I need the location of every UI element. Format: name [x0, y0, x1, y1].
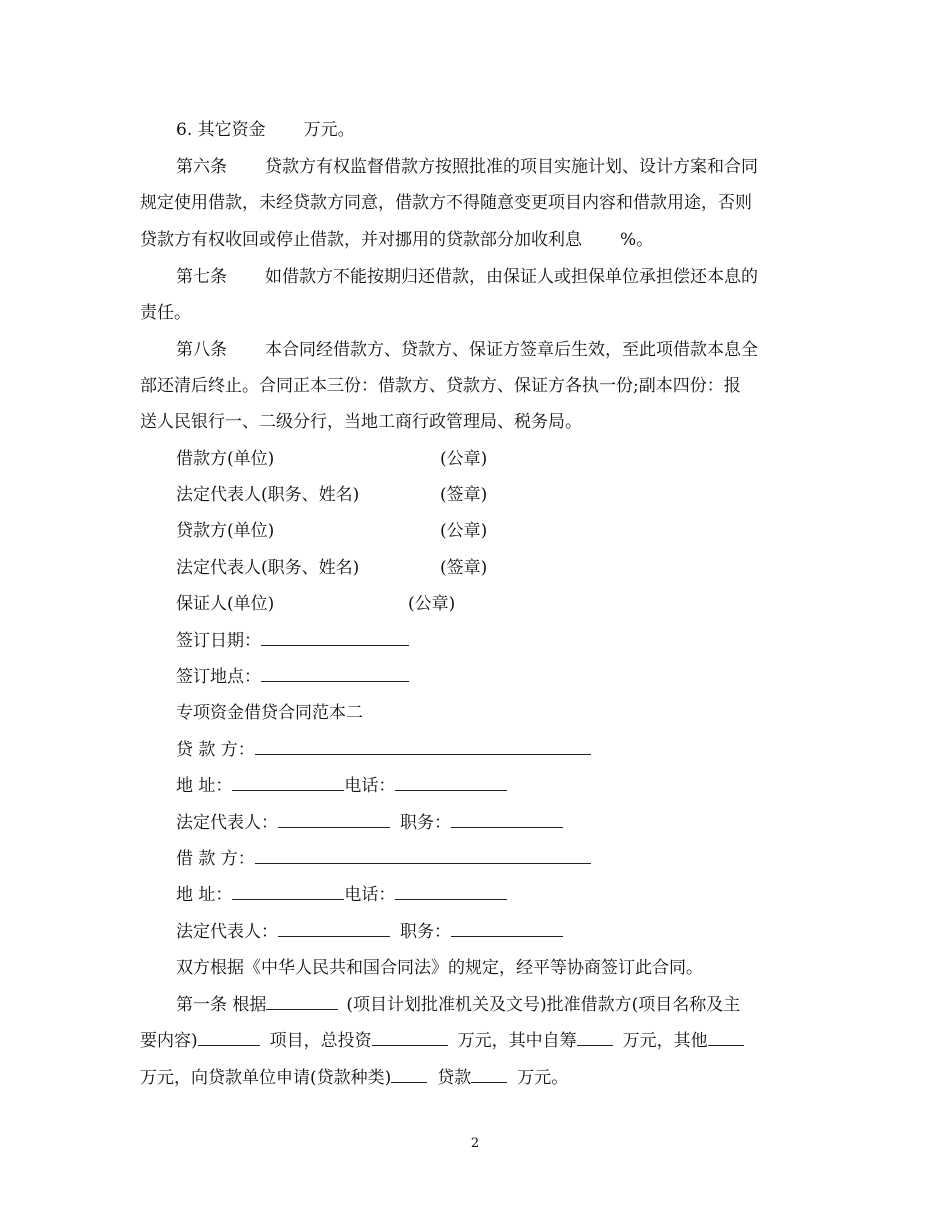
- lender-line: [176, 738, 591, 762]
- signature-seal: (公章): [408, 594, 456, 614]
- project-content-blank[interactable]: [198, 1029, 260, 1046]
- borrower-address-line: [176, 883, 507, 907]
- lender-blank[interactable]: [255, 738, 591, 755]
- article-1-text: 万元，其中自筹: [457, 1031, 577, 1051]
- phone-label: 电话：: [344, 776, 396, 796]
- rep-label: 法定代表人：: [176, 922, 278, 942]
- signature-label: 法定代表人(职务、姓名): [176, 558, 360, 578]
- approval-authority-blank[interactable]: [266, 993, 338, 1010]
- signature-label: 借款方(单位): [176, 449, 275, 469]
- article-1-text: 贷款: [437, 1068, 472, 1088]
- total-investment-blank[interactable]: [372, 1029, 448, 1046]
- article-1-line-2: [140, 1029, 744, 1053]
- article-8-heading: 第八条: [176, 340, 227, 360]
- rep-blank[interactable]: [278, 811, 390, 828]
- signature-seal: (公章): [440, 449, 488, 469]
- article-6-line-3: [140, 228, 653, 252]
- article-1-text: 第一条 根据: [176, 995, 267, 1015]
- phone-blank[interactable]: [395, 774, 507, 791]
- article-8-line-1: [176, 338, 758, 362]
- article-7-line-2: 责任。: [140, 303, 191, 323]
- signature-label: 法定代表人(职务、姓名): [176, 485, 360, 505]
- article-8-text-1: 本合同经借款方、贷款方、保证方签章后生效，至此项借款本息全: [265, 340, 758, 360]
- lender-label: 贷 款 方：: [176, 740, 255, 760]
- signature-borrower: [176, 447, 488, 471]
- sign-place-blank[interactable]: [261, 665, 409, 682]
- article-1-text: 万元，其他: [622, 1031, 708, 1051]
- article-6-text-3: 贷款方有权收回或停止借款，并对挪用的贷款部分加收利息: [140, 230, 582, 250]
- self-funded-blank[interactable]: [577, 1029, 613, 1046]
- rep-label: 法定代表人：: [176, 813, 278, 833]
- article-8-line-3: 送人民银行一、二级分行，当地工商行政管理局、税务局。: [140, 412, 582, 432]
- post-blank[interactable]: [451, 811, 563, 828]
- contract-basis: 双方根据《中华人民共和国合同法》的规定，经平等协商签订此合同。: [176, 958, 703, 978]
- other-funds-text: 6. 其它资金: [176, 120, 266, 140]
- article-1-text: 万元。: [517, 1068, 569, 1088]
- post-label: 职务：: [400, 813, 451, 833]
- signature-seal: (公章): [440, 521, 488, 541]
- phone-blank[interactable]: [395, 883, 507, 900]
- article-1-text: 万元，向贷款单位申请(贷款种类): [140, 1068, 392, 1088]
- borrower-rep-line: [176, 920, 563, 944]
- sign-place-label: 签订地点：: [176, 667, 261, 687]
- article-1-text: 项目，总投资: [269, 1031, 372, 1051]
- article-7-heading: 第七条: [176, 267, 227, 287]
- post-label: 职务：: [400, 922, 451, 942]
- signature-lender-rep: [176, 556, 488, 580]
- signature-lender: [176, 519, 488, 543]
- address-label: 地 址：: [176, 885, 233, 905]
- signature-seal: (签章): [440, 485, 488, 505]
- other-funds-blank[interactable]: [708, 1029, 744, 1046]
- template2-title: 专项资金借贷合同范本二: [176, 703, 363, 723]
- article-1-text: (项目计划批准机关及文号)批准借款方(项目名称及主: [346, 995, 741, 1015]
- sign-date-line: [176, 629, 409, 653]
- borrower-label: 借 款 方：: [176, 849, 255, 869]
- signature-label: 保证人(单位): [176, 594, 275, 614]
- signature-seal: (签章): [440, 558, 488, 578]
- signature-label: 贷款方(单位): [176, 521, 275, 541]
- article-8-line-2: 部还清后终止。合同正本三份：借款方、贷款方、保证方各执一份;副本四份：报: [140, 376, 741, 396]
- other-funds-line: [176, 118, 355, 142]
- address-blank[interactable]: [232, 774, 344, 791]
- article-6-line-2: 规定使用借款，未经贷款方同意，借款方不得随意变更项目内容和借款用途，否则: [140, 193, 752, 213]
- borrower-blank[interactable]: [255, 847, 591, 864]
- article-1-text: 要内容): [140, 1031, 198, 1051]
- page-number: 2: [470, 1136, 480, 1151]
- article-6-percent: %。: [620, 230, 654, 250]
- borrower-line: [176, 847, 591, 871]
- sign-place-line: [176, 665, 409, 689]
- article-7-line-1: [176, 265, 758, 289]
- signature-guarantor: [176, 592, 456, 616]
- article-1-line-1: [176, 993, 740, 1017]
- lender-rep-line: [176, 811, 563, 835]
- address-label: 地 址：: [176, 776, 233, 796]
- address-blank[interactable]: [232, 883, 344, 900]
- signature-borrower-rep: [176, 483, 488, 507]
- rep-blank[interactable]: [278, 920, 390, 937]
- sign-date-label: 签订日期：: [176, 631, 261, 651]
- article-6-text-1: 贷款方有权监督借款方按照批准的项目实施计划、设计方案和合同: [265, 157, 758, 177]
- sign-date-blank[interactable]: [261, 629, 409, 646]
- lender-address-line: [176, 774, 507, 798]
- loan-amount-blank[interactable]: [471, 1066, 507, 1083]
- other-funds-unit: 万元。: [303, 120, 355, 140]
- article-6-heading: 第六条: [176, 157, 227, 177]
- phone-label: 电话：: [344, 885, 396, 905]
- loan-type-blank[interactable]: [391, 1066, 427, 1083]
- article-7-text-1: 如借款方不能按期归还借款，由保证人或担保单位承担偿还本息的: [265, 267, 758, 287]
- article-6-line-1: [176, 155, 758, 179]
- article-1-line-3: [140, 1066, 568, 1090]
- post-blank[interactable]: [451, 920, 563, 937]
